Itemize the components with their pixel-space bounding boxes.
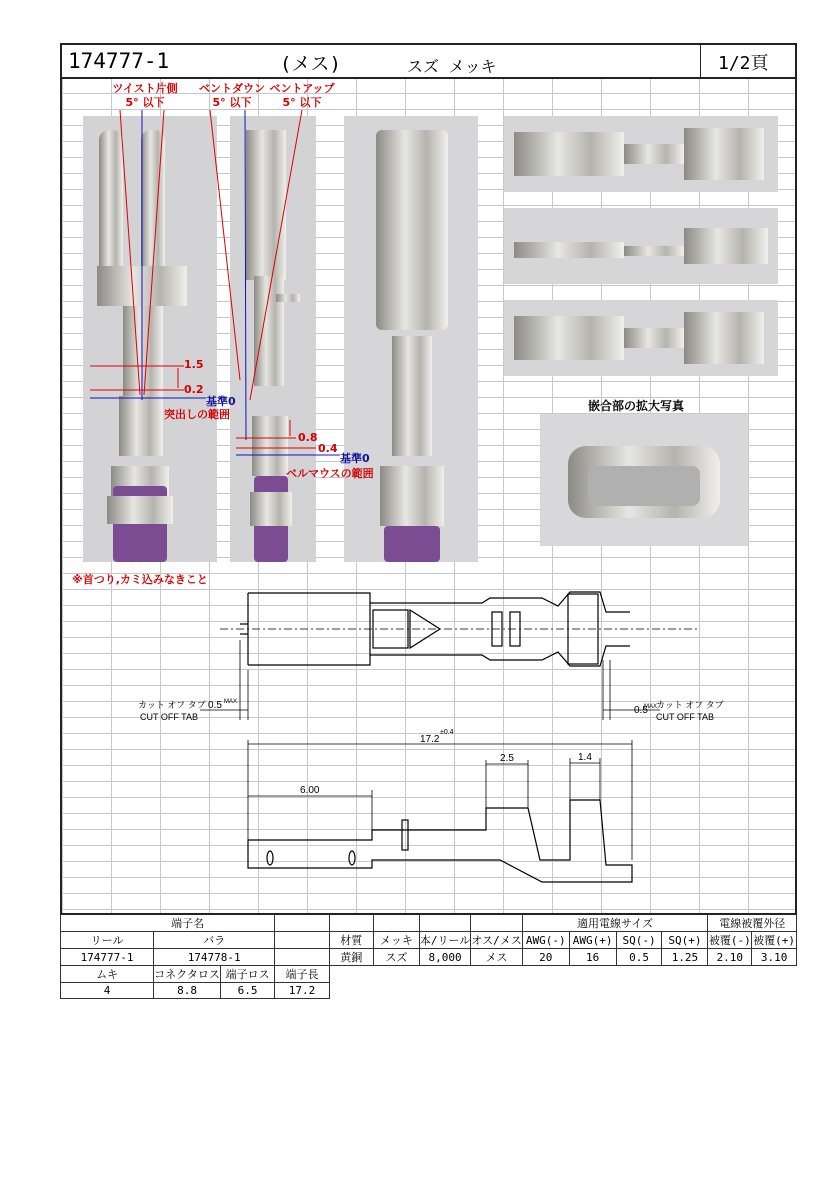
val-reel: 174777-1 xyxy=(61,949,154,966)
cutoff-right-dim: 0.5 xyxy=(634,705,648,716)
hdr-bara: バラ xyxy=(154,932,275,949)
dim-0-2: 0.2 xyxy=(184,383,204,396)
cutoff-left-max: MAX xyxy=(224,699,238,705)
hdr-male-female: オス/メス xyxy=(471,932,523,949)
hdr-ins-min: 被覆(-) xyxy=(708,932,752,949)
hdr-insulation: 電線被覆外径 xyxy=(708,914,797,932)
label-bellmouth-range: ベルマウスの範囲 xyxy=(286,467,374,480)
val-material: 黄銅 xyxy=(329,949,373,966)
val-ins-min: 2.10 xyxy=(708,949,752,966)
dim-total-tol: ±0.4 xyxy=(440,729,454,736)
plating-label: スズ メッキ xyxy=(407,57,497,76)
part-number: 174777-1 xyxy=(68,49,170,73)
cutoff-left-dim: 0.5 xyxy=(208,700,222,711)
hdr-wire-size: 適用電線サイズ xyxy=(522,914,708,932)
ref-zero-left: 基準0 xyxy=(206,395,236,408)
spec-table xyxy=(60,913,797,999)
gender-label: (メス) xyxy=(280,53,341,75)
label-bend-down: ベントダウン 5° 以下 xyxy=(199,82,265,109)
val-strip: 4 xyxy=(61,983,154,999)
cutoff-right-en: CUT OFF TAB xyxy=(656,712,715,722)
val-male-female: メス xyxy=(471,949,523,966)
hdr-plating: メッキ xyxy=(373,932,419,949)
cutoff-left-en: CUT OFF TAB xyxy=(140,712,199,722)
hdr-conn-loss: コネクタロス xyxy=(154,966,221,983)
val-sq-max: 1.25 xyxy=(662,949,708,966)
page-number: 1/2頁 xyxy=(718,53,769,74)
dim-0-4: 0.4 xyxy=(318,442,338,455)
val-awg-max: 16 xyxy=(569,949,616,966)
hdr-term-len: 端子長 xyxy=(275,966,329,983)
label-twist: ツイスト片側 5° 以下 xyxy=(112,82,178,109)
val-term-len: 17.2 xyxy=(275,983,329,999)
hdr-term-loss: 端子ロス xyxy=(220,966,274,983)
val-conn-loss: 8.8 xyxy=(154,983,221,999)
val-awg-min: 20 xyxy=(522,949,569,966)
cutoff-left-jp: カット オフ タブ xyxy=(138,700,206,710)
label-protrusion-range: 突出しの範囲 xyxy=(164,408,230,421)
val-sq-min: 0.5 xyxy=(616,949,662,966)
hdr-strip: ムキ xyxy=(61,966,154,983)
cutoff-right-jp: カット オフ タブ xyxy=(656,700,724,710)
hdr-awg-max: AWG(+) xyxy=(569,932,616,949)
hdr-material: 材質 xyxy=(329,932,373,949)
dim-2-5: 2.5 xyxy=(500,753,514,764)
dim-total-length: 17.2 xyxy=(420,734,440,745)
label-bend-up: ベントアップ 5° 以下 xyxy=(269,82,335,109)
val-bara: 174778-1 xyxy=(154,949,275,966)
hdr-terminal-name: 端子名 xyxy=(61,914,275,932)
enlarged-photo-title: 嵌合部の拡大写真 xyxy=(588,399,685,413)
val-plating: スズ xyxy=(373,949,419,966)
dim-0-8: 0.8 xyxy=(298,431,318,444)
hdr-per-reel: 本/リール xyxy=(419,932,470,949)
hdr-ins-max: 被覆(+) xyxy=(752,932,797,949)
val-per-reel: 8,000 xyxy=(419,949,470,966)
dim-1-5: 1.5 xyxy=(184,358,204,371)
hdr-awg-min: AWG(-) xyxy=(522,932,569,949)
dim-6-00: 6.00 xyxy=(300,785,320,796)
hdr-sq-min: SQ(-) xyxy=(616,932,662,949)
val-ins-max: 3.10 xyxy=(752,949,797,966)
drawing-note: ※首つり,カミ込みなきこと xyxy=(72,573,208,586)
val-term-loss: 6.5 xyxy=(220,983,274,999)
cutoff-right-max: MAX xyxy=(644,704,658,710)
hdr-reel: リール xyxy=(61,932,154,949)
hdr-sq-max: SQ(+) xyxy=(662,932,708,949)
ref-zero-right: 基準0 xyxy=(340,452,370,465)
dim-1-4: 1.4 xyxy=(578,752,592,763)
